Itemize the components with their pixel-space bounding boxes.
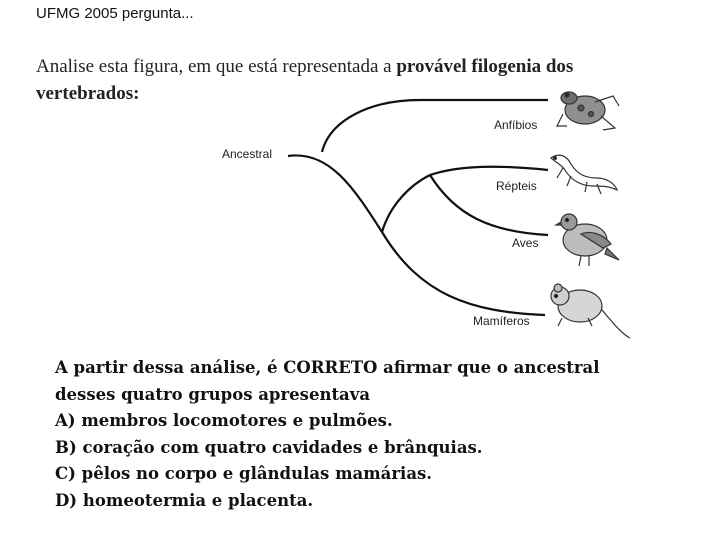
label-amphibians: Anfíbios: [494, 118, 538, 132]
option-d: D) homeotermia e placenta.: [55, 490, 314, 510]
frog-icon: [557, 92, 619, 130]
label-mammals: Mamíferos: [473, 314, 530, 328]
branch-reptiles: [430, 167, 548, 175]
intro-bold: provável filogenia dos vertebrados:: [36, 56, 574, 104]
option-c: C) pêlos no corpo e glândulas mamárias.: [55, 464, 433, 483]
label-birds: Aves: [512, 236, 539, 250]
ancestral-branch: [288, 155, 382, 232]
branch-amniote: [382, 175, 430, 232]
question-block: [55, 355, 715, 514]
question-line-1: A partir dessa análise, é CORRETO afirmar que o ancestral: [55, 358, 600, 377]
pigeon-icon: [556, 214, 619, 266]
option-b: B) coração com quatro cavidades e brânquias.: [55, 437, 483, 457]
question-line-2: desses quatro grupos apresentava: [55, 384, 371, 404]
label-reptiles: Répteis: [496, 179, 537, 193]
intro-plain: Analise esta figura, em que está representada a: [36, 56, 397, 77]
label-ancestral: Ancestral: [222, 147, 273, 161]
mouse-icon: [551, 284, 630, 338]
lizard-icon: [551, 155, 617, 194]
option-a: A) membros locomotores e pulmões.: [55, 411, 393, 430]
slide-title: UFMG 2005 pergunta...: [36, 5, 194, 22]
